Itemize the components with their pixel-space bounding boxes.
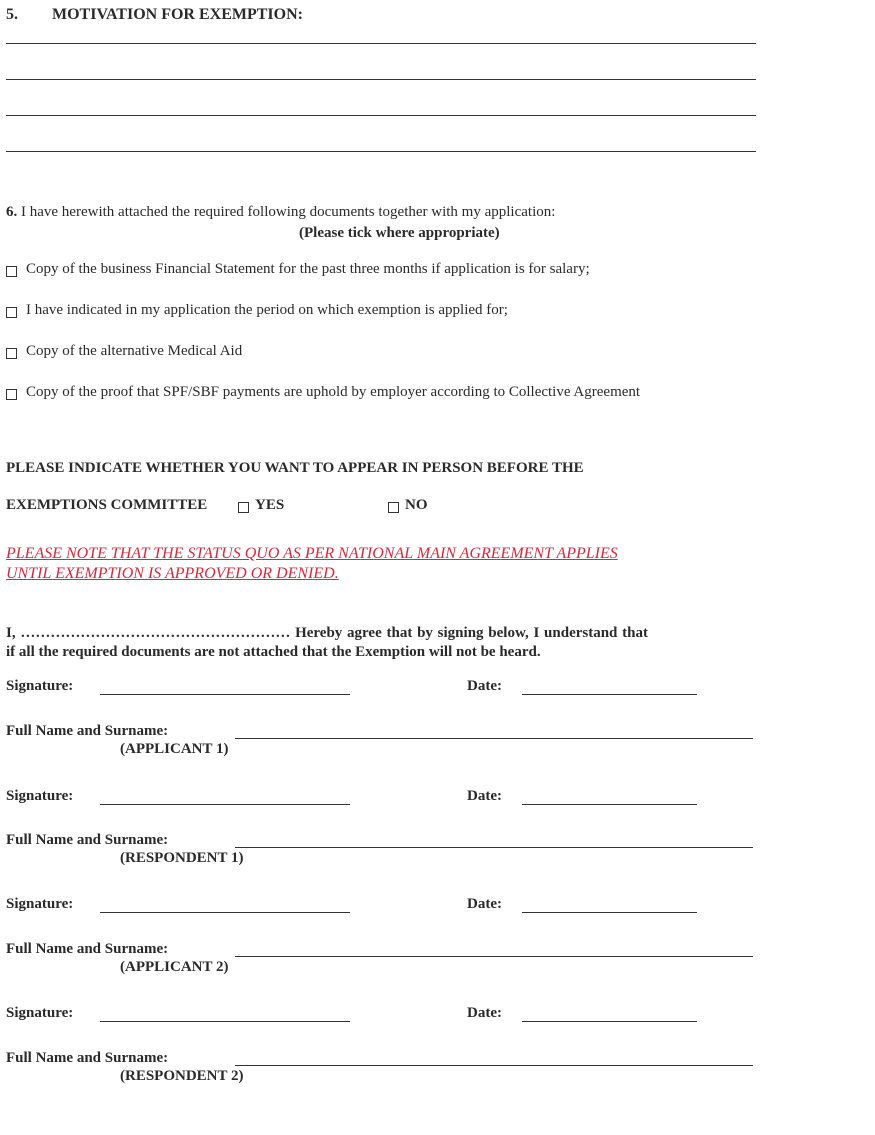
checkbox-financial-statement[interactable]: [6, 266, 17, 277]
full-name-field-applicant-1[interactable]: [235, 738, 753, 739]
full-name-field-applicant-2[interactable]: [235, 956, 753, 957]
section-6-intro: [6, 204, 555, 221]
party-label-respondent-2: (RESPONDENT 2): [120, 1068, 244, 1084]
checkbox-label-spf-sbf-proof: Copy of the proof that SPF/SBF payments are uphold by employer according to Collective Agreement: [26, 384, 641, 400]
date-field-applicant-1[interactable]: [522, 694, 697, 695]
checkbox-yes[interactable]: [238, 502, 249, 513]
motivation-line-3[interactable]: [6, 115, 756, 116]
signature-label: Signature:: [6, 896, 74, 912]
full-name-label: Full Name and Surname:: [6, 1050, 169, 1066]
signature-label: Signature:: [6, 788, 74, 804]
motivation-line-4[interactable]: [6, 151, 756, 152]
status-quo-notice-line-2: UNTIL EXEMPTION IS APPROVED OR DENIED.: [6, 565, 339, 582]
signature-field-applicant-1[interactable]: [100, 694, 350, 695]
checkbox-no[interactable]: [388, 502, 399, 513]
signature-field-respondent-2[interactable]: [100, 1021, 350, 1022]
section-6-intro-text: I have herewith attached the required following documents together with my application:: [17, 204, 556, 220]
signature-label: Signature:: [6, 1005, 74, 1021]
motivation-line-1[interactable]: [6, 43, 756, 44]
checkbox-medical-aid[interactable]: [6, 348, 17, 359]
declaration-line-2: if all the required documents are not attached that the Exemption will not be heard.: [6, 644, 541, 660]
full-name-field-respondent-2[interactable]: [235, 1065, 753, 1066]
date-field-applicant-2[interactable]: [522, 912, 697, 913]
section-6-number: 6.: [6, 204, 18, 220]
signature-label: Signature:: [6, 678, 74, 694]
date-label: Date:: [467, 1005, 502, 1021]
signature-field-respondent-1[interactable]: [100, 804, 350, 805]
section-5-title: MOTIVATION FOR EXEMPTION:: [52, 6, 303, 23]
full-name-label: Full Name and Surname:: [6, 723, 169, 739]
signature-field-applicant-2[interactable]: [100, 912, 350, 913]
full-name-label: Full Name and Surname:: [6, 832, 169, 848]
checkbox-label-medical-aid: Copy of the alternative Medical Aid: [26, 343, 243, 359]
status-quo-notice-line-1: PLEASE NOTE THAT THE STATUS QUO AS PER NATIONAL MAIN AGREEMENT APPLIES: [6, 545, 618, 562]
date-label: Date:: [467, 896, 502, 912]
checkbox-label-period-indicated: I have indicated in my application the period on which exemption is applied for;: [26, 302, 508, 318]
appear-question-line-1: PLEASE INDICATE WHETHER YOU WANT TO APPEAR IN PERSON BEFORE THE: [6, 460, 584, 476]
checkbox-label-financial-statement: Copy of the business Financial Statement for the past three months if application is for salary;: [26, 261, 590, 277]
motivation-line-2[interactable]: [6, 79, 756, 80]
party-label-applicant-2: (APPLICANT 2): [120, 959, 229, 975]
full-name-field-respondent-1[interactable]: [235, 847, 753, 848]
date-field-respondent-2[interactable]: [522, 1021, 697, 1022]
checkbox-spf-sbf-proof[interactable]: [6, 389, 17, 400]
section-5-number: 5.: [6, 6, 18, 23]
full-name-label: Full Name and Surname:: [6, 941, 169, 957]
yes-label: YES: [255, 497, 285, 513]
date-label: Date:: [467, 678, 502, 694]
tick-instruction: (Please tick where appropriate): [299, 225, 500, 241]
party-label-applicant-1: (APPLICANT 1): [120, 741, 229, 757]
date-field-respondent-1[interactable]: [522, 804, 697, 805]
checkbox-period-indicated[interactable]: [6, 307, 17, 318]
no-label: NO: [405, 497, 428, 513]
party-label-respondent-1: (RESPONDENT 1): [120, 850, 244, 866]
date-label: Date:: [467, 788, 502, 804]
declaration-line-1: I, ……………………………………………… Hereby agree that by signing below, I understand that: [6, 625, 648, 641]
appear-question-line-2: EXEMPTIONS COMMITTEE: [6, 497, 208, 513]
